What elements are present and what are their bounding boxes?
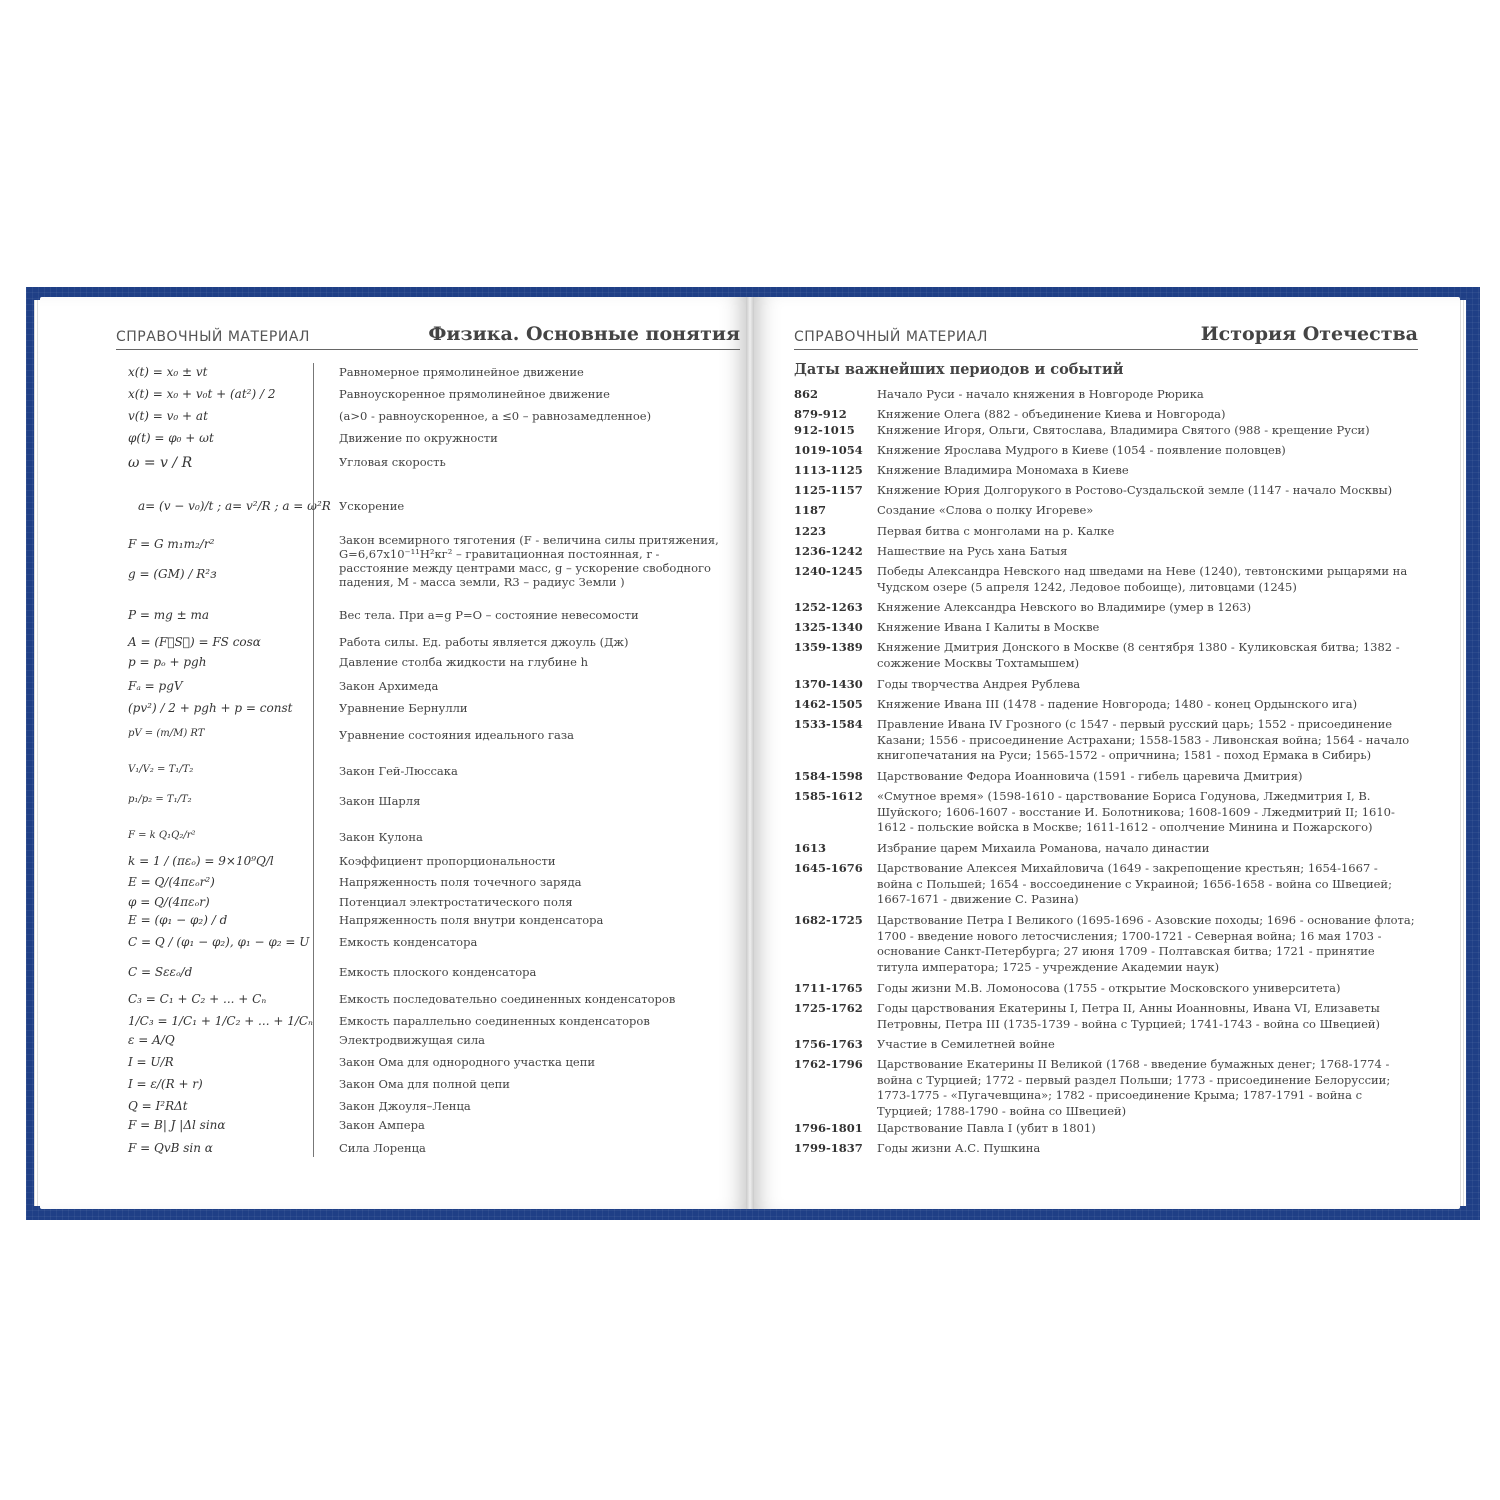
history-event: Царствование Павла I (убит в 1801) <box>877 1121 1096 1135</box>
formula: pV = (m/M) RT <box>128 728 205 739</box>
formula: F = G m₁m₂/r² <box>128 537 215 551</box>
history-event: Княжение Александра Невского во Владимире (умер в 1263) <box>877 600 1252 614</box>
formula-description: Емкость последовательно соединенных конденсаторов <box>339 992 676 1006</box>
history-event: Княжение Ивана III (1478 - падение Новгорода; 1480 - конец Ордынского ига) <box>877 697 1358 711</box>
formula: 1/C₃ = 1/C₁ + 1/C₂ + ... + 1/Cₙ <box>128 1014 313 1028</box>
history-event: Царствование Петра I Великого (1695-1696 - Азовские походы; 1696 - основание флота; 1700 - введение нового летосчисления; 1700-1721 - Северная война; 16 мая 1703 - основание Санкт-Петербурга; 27 июня 1709 - Полтавская битва; 1721 - принятие титула императора; 1725 - учреждение Академии наук) <box>877 913 1415 974</box>
history-event: Царствование Федора Иоанновича (1591 - гибель царевича Дмитрия) <box>877 769 1303 783</box>
formula-description: Емкость параллельно соединенных конденсаторов <box>339 1014 650 1028</box>
formula: x(t) = x₀ ± vt <box>128 365 208 379</box>
right-page <box>754 297 1460 1209</box>
formula: I = U/R <box>128 1055 174 1069</box>
formula-description: Давление столба жидкости на глубине h <box>339 655 589 669</box>
history-event: Участие в Семилетней войне <box>877 1037 1055 1051</box>
formula: v(t) = v₀ + at <box>128 409 208 423</box>
formula: F = B| J |Δl sinα <box>128 1118 226 1132</box>
history-years: 912-1015 <box>794 423 855 437</box>
history-years: 1125-1157 <box>794 483 863 497</box>
right-page-title: История Отечества <box>1200 323 1418 345</box>
formula: (pv²) / 2 + pgh + p = const <box>128 701 293 715</box>
history-event: Княжение Дмитрия Донского в Москве (8 сентября 1380 - Куликовская битва; 1382 - сожжение Москвы Тохтамышем) <box>877 640 1400 670</box>
formula-description: Электродвижущая сила <box>339 1033 486 1047</box>
formula-description: Закон Шарля <box>339 794 421 808</box>
left-page-header <box>116 323 740 350</box>
right-page-kicker: СПРАВОЧНЫЙ МАТЕРИАЛ <box>794 329 988 345</box>
history-years: 1187 <box>794 503 827 517</box>
formula: Q = I²RΔt <box>128 1099 188 1113</box>
formula-description: Закон всемирного тяготения (F - величина силы притяжения, G=6,67x10⁻¹¹Н²кг² – гравитационная постоянная, r - расстояние между центрами масс, g – ускорение свободного падения, M - масса земли, R3 – радиус Земли ) <box>339 533 719 589</box>
history-event: Княжение Олега (882 - объединение Киева и Новгорода) <box>877 407 1226 421</box>
history-event: Царствование Алексея Михайловича (1649 - закрепощение крестьян; 1654-1667 - война с Польшей; 1654 - воссоединение с Украиной; 1656-1658 - война со Швецией; 1667-1671 - движение С. Разина) <box>877 861 1392 906</box>
history-event: Княжение Ярослава Мудрого в Киеве (1054 - появление половцев) <box>877 443 1286 457</box>
formula-description: Работа силы. Ед. работы является джоуль (Дж) <box>339 635 629 649</box>
page-edges-right <box>1460 300 1466 1206</box>
formula-description: Уравнение Бернулли <box>339 701 468 715</box>
formula-description: Вес тела. При a=g P=O – состояние невесомости <box>339 608 639 622</box>
formula: P = mg ± ma <box>128 608 210 622</box>
history-event: Годы творчества Андрея Рублева <box>877 677 1081 691</box>
formula-description: Закон Ома для однородного участка цепи <box>339 1055 596 1069</box>
formula-description: Напряженность поля точечного заряда <box>339 875 582 889</box>
formula: p = pₒ + pgh <box>128 655 207 669</box>
formula: A = (F⃗S⃗) = FS cosα <box>128 635 261 649</box>
left-page-kicker: СПРАВОЧНЫЙ МАТЕРИАЛ <box>116 329 310 345</box>
formula: φ = Q/(4πεₒr) <box>128 895 210 909</box>
formula: C = Sεεₒ/d <box>128 965 193 979</box>
history-event: Царствование Екатерины II Великой (1768 - введение бумажных денег; 1768-1774 - война с Турцией; 1772 - первый раздел Польши; 1773 - присоединение Белоруссии; 1773-1775 - «Пугачевщина»; 1782 - присоединение Крыма; 1787-1791 - война с Турцией; 1788-1790 - война со Швецией) <box>877 1057 1391 1118</box>
history-event: Годы царствования Екатерины I, Петра II, Анны Иоанновны, Ивана VI, Елизаветы Петровны, Петра III (1735-1739 - война с Турцией; 1741-1743 - война со Швецией) <box>877 1001 1381 1031</box>
history-years: 1019-1054 <box>794 443 863 457</box>
formula-description: Закон Кулона <box>339 830 423 844</box>
history-years: 862 <box>794 387 819 401</box>
history-years: 1370-1430 <box>794 677 863 691</box>
formula: ε = A/Q <box>128 1033 175 1047</box>
history-event: Правление Ивана IV Грозного (с 1547 - первый русский царь; 1552 - присоединение Казани; 1556 - присоединение Астрахани; 1558-1583 - Ливонская война; 1564 - начало книгопечатания на Руси; 1565-1572 - опричнина; 1581 - поход Ермака в Сибирь) <box>877 717 1410 762</box>
formula-description: Напряженность поля внутри конденсатора <box>339 913 604 927</box>
history-event: «Смутное время» (1598-1610 - царствование Бориса Годунова, Лжедмитрия I, В. Шуйского; 1606-1607 - восстание И. Болотникова; 1608-1609 - Лжедмитрий II; 1610-1612 - польские войска в Москве; 1611-1612 - ополчение Минина и Пожарского) <box>877 789 1395 834</box>
history-years: 1682-1725 <box>794 913 863 927</box>
history-years: 1799-1837 <box>794 1141 863 1155</box>
formula: g = (GM) / R²з <box>128 567 217 581</box>
formula-description: Емкость конденсатора <box>339 935 478 949</box>
formula-description: Емкость плоского конденсатора <box>339 965 537 979</box>
formula: F = k Q₁Q₂/r² <box>128 830 196 841</box>
history-years: 1585-1612 <box>794 789 863 803</box>
book-spine <box>746 297 754 1209</box>
history-years: 1533-1584 <box>794 717 863 731</box>
history-years: 1236-1242 <box>794 544 863 558</box>
history-subtitle: Даты важнейших периодов и событий <box>794 361 1124 378</box>
history-event: Нашествие на Русь хана Батыя <box>877 544 1068 558</box>
formula-description: Равномерное прямолинейное движение <box>339 365 584 379</box>
history-years: 1796-1801 <box>794 1121 863 1135</box>
formula-description: (a>0 - равноускоренное, a ≤0 – равнозамедленное) <box>339 409 652 423</box>
history-years: 1725-1762 <box>794 1001 863 1015</box>
history-event: Княжение Юрия Долгорукого в Ростово-Суздальской земле (1147 - начало Москвы) <box>877 483 1393 497</box>
left-page <box>40 297 746 1209</box>
formula: Fₐ = pgV <box>128 679 183 693</box>
history-years: 1325-1340 <box>794 620 863 634</box>
formula: E = (φ₁ − φ₂) / d <box>128 913 228 927</box>
formula-description: Закон Джоуля–Ленца <box>339 1099 471 1113</box>
formula-description: Движение по окружности <box>339 431 498 445</box>
history-years: 1613 <box>794 841 827 855</box>
history-event: Первая битва с монголами на р. Калке <box>877 524 1115 538</box>
history-years: 1359-1389 <box>794 640 863 654</box>
formula: E = Q/(4πεₒr²) <box>128 875 215 889</box>
formula: I = ε/(R + r) <box>128 1077 203 1091</box>
formula: C₃ = C₁ + C₂ + ... + Cₙ <box>128 992 267 1006</box>
formula-description: Закон Гей-Люссака <box>339 764 458 778</box>
formula-description: Равноускоренное прямолинейное движение <box>339 387 610 401</box>
history-event: Княжение Владимира Мономаха в Киеве <box>877 463 1129 477</box>
history-years: 1711-1765 <box>794 981 863 995</box>
column-divider <box>313 363 314 1157</box>
formula-description: Сила Лоренца <box>339 1141 426 1155</box>
history-event: Избрание царем Михаила Романова, начало династии <box>877 841 1210 855</box>
history-years: 879-912 <box>794 407 847 421</box>
right-page-header <box>794 323 1418 350</box>
history-event: Княжение Игоря, Ольги, Святослава, Владимира Святого (988 - крещение Руси) <box>877 423 1370 437</box>
history-years: 1584-1598 <box>794 769 863 783</box>
formula-description: Закон Архимеда <box>339 679 439 693</box>
formula: ω = v / R <box>128 455 193 471</box>
left-page-title: Физика. Основные понятия <box>428 323 740 345</box>
history-event: Начало Руси - начало княжения в Новгороде Рюрика <box>877 387 1204 401</box>
history-years: 1240-1245 <box>794 564 863 578</box>
formula-description: Потенциал электростатического поля <box>339 895 573 909</box>
history-event: Годы жизни А.С. Пушкина <box>877 1141 1041 1155</box>
formula: k = 1 / (πεₒ) = 9×10⁹Q/l <box>128 854 274 868</box>
history-years: 1113-1125 <box>794 463 863 477</box>
history-years: 1252-1263 <box>794 600 863 614</box>
history-event: Победы Александра Невского над шведами на Неве (1240), тевтонскими рыцарями на Чудском озере (5 апреля 1242, Ледовое побоище), литовцами (1245) <box>877 564 1408 594</box>
formula: x(t) = x₀ + v₀t + (at²) / 2 <box>128 387 276 401</box>
formula: C = Q / (φ₁ − φ₂), φ₁ − φ₂ = U <box>128 935 310 949</box>
formula-description: Угловая скорость <box>339 455 446 469</box>
history-years: 1462-1505 <box>794 697 863 711</box>
formula: p₁/p₂ = T₁/T₂ <box>128 794 192 805</box>
formula-description: Уравнение состояния идеального газа <box>339 728 575 742</box>
history-years: 1645-1676 <box>794 861 863 875</box>
formula-description: Закон Ома для полной цепи <box>339 1077 510 1091</box>
formula-description: Коэффициент пропорциональности <box>339 854 556 868</box>
formula-description: Закон Ампера <box>339 1118 425 1132</box>
history-event: Княжение Ивана I Калиты в Москве <box>877 620 1100 634</box>
history-years: 1756-1763 <box>794 1037 863 1051</box>
history-event: Годы жизни М.В. Ломоносова (1755 - открытие Московского университета) <box>877 981 1341 995</box>
formula: V₁/V₂ = T₁/T₂ <box>128 764 194 775</box>
formula: F = QvB sin α <box>128 1141 213 1155</box>
history-years: 1762-1796 <box>794 1057 863 1071</box>
formula: φ(t) = φ₀ + ωt <box>128 431 214 445</box>
history-years: 1223 <box>794 524 827 538</box>
history-event: Создание «Слова о полку Игореве» <box>877 503 1094 517</box>
formula-description: Ускорение <box>339 499 405 513</box>
formula: a= (v − v₀)/t ; a= v²/R ; a = ω²R <box>138 499 331 513</box>
